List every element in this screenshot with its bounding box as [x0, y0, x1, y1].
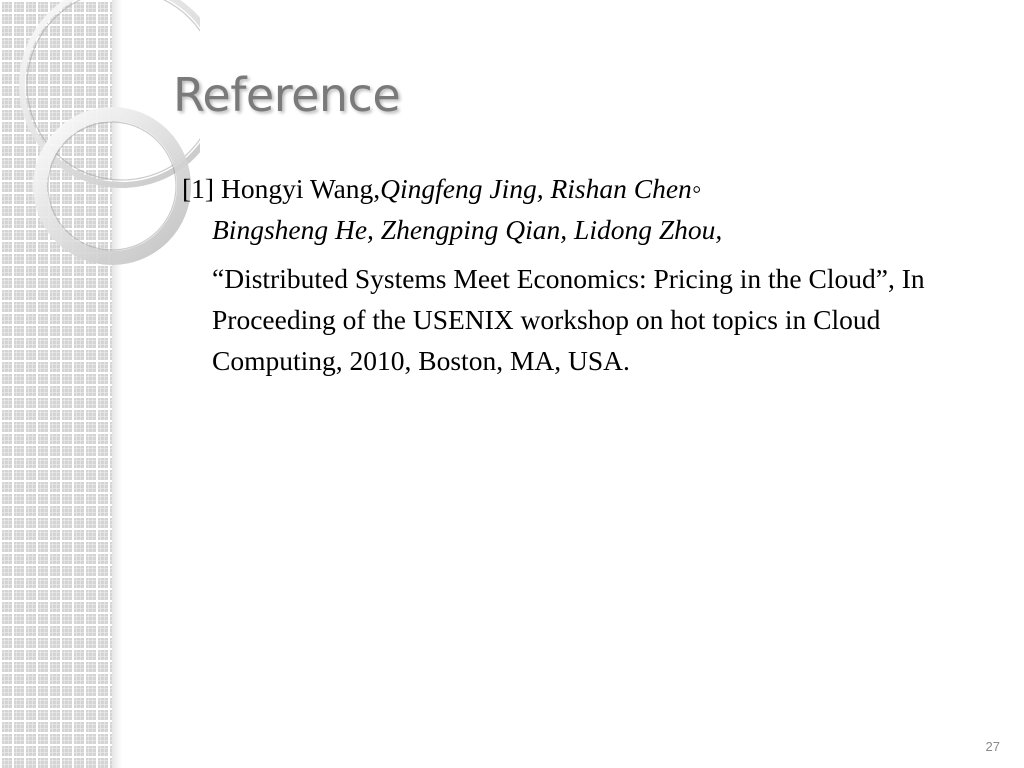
reference-authors-line2 — [182, 209, 982, 250]
reference-authors-italic-1: Qingfeng Jing, Rishan Chen — [380, 173, 692, 204]
page-number: 27 — [985, 739, 1000, 754]
reference-separator: ◦ — [691, 173, 702, 204]
reference-paper-title: “Distributed Systems Meet Economics: Pricing in the Cloud” — [212, 263, 888, 294]
reference-first-author: Hongyi Wang, — [220, 173, 381, 204]
reference-authors-italic-2: Bingsheng He, Zhengping Qian, Lidong Zhou, — [212, 214, 723, 245]
reference-entry — [182, 168, 982, 381]
slide-title: Reference — [173, 68, 401, 122]
reference-venue: , In Proceeding of the USENIX workshop on hot topics in Cloud Computing, 2010, Boston, MA, USA. — [212, 263, 925, 376]
reference-citation — [182, 258, 982, 381]
decorative-swirl-icon — [0, 0, 200, 320]
reference-number: [1] — [182, 173, 215, 204]
reference-authors-line1 — [182, 168, 982, 209]
